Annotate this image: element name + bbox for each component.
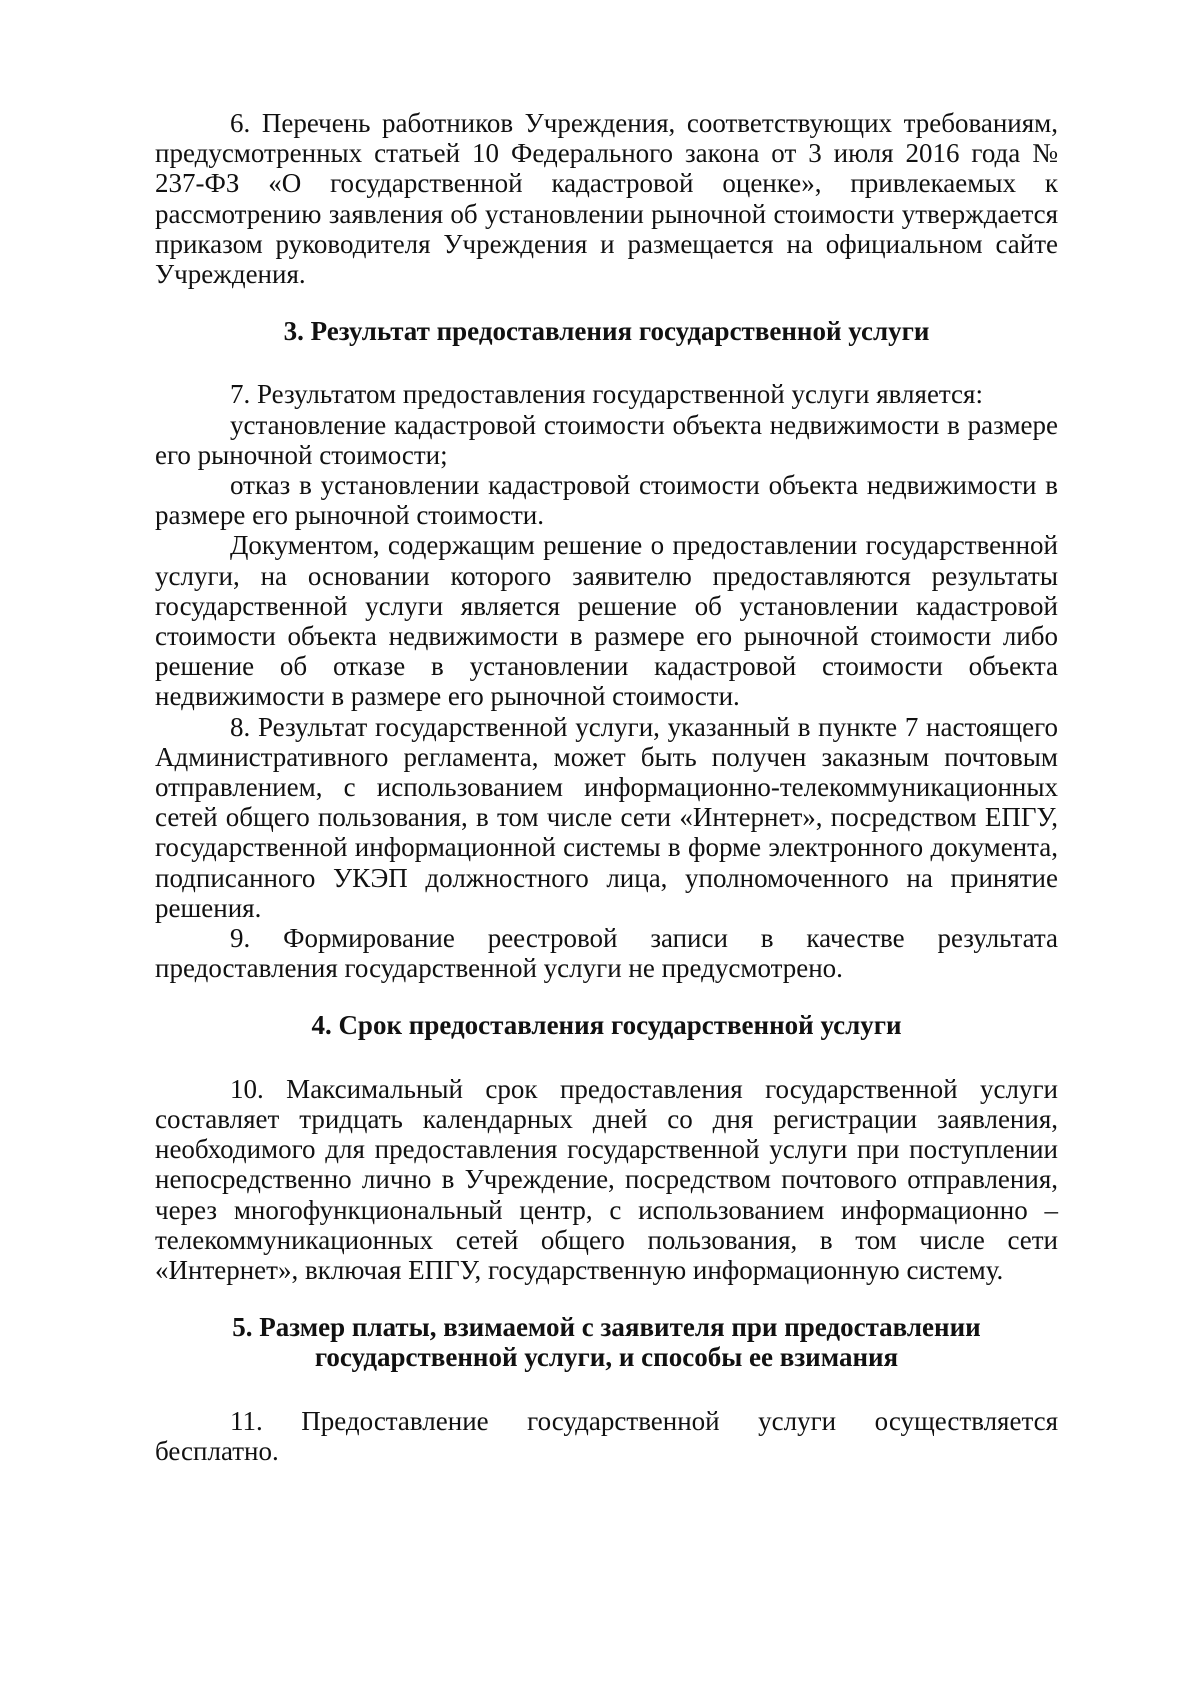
spacer	[155, 1041, 1058, 1074]
paragraph-10: 10. Максимальный срок предоставления государственной услуги составляет тридцать календарных дней со дня регистрации заявления, необходимого для предоставления государственной услуги при поступлении непосредственно лично в Учреждение, посредством почтового отправления, через многофункциональный центр, с использованием информационно – телекоммуникационных сетей общего пользования, в том числе сети «Интернет», включая ЕПГУ, государственную информационную систему.	[155, 1073, 1058, 1285]
section-5-heading-line-2: государственной услуги, и способы ее взимания	[314, 1342, 899, 1373]
paragraph-11: 11. Предоставление государственной услуги осуществляется бесплатно.	[155, 1405, 1058, 1466]
paragraph-9: 9. Формирование реестровой записи в качестве результата предоставления государственной услуги не предусмотрено.	[155, 923, 1058, 984]
section-5-heading-line-1: 5. Размер платы, взимаемой с заявителя при предоставлении	[232, 1312, 981, 1343]
spacer	[155, 346, 1058, 379]
spacer	[155, 289, 1058, 316]
section-4-heading: 4. Срок предоставления государственной услуги	[311, 1010, 902, 1041]
paragraph-7-document: Документом, содержащим решение о предоставлении государственной услуги, на основании которого заявителю предоставляются результаты государственной услуги является решение об установлении кадастровой стоимости объекта недвижимости в размере его рыночной стоимости либо решение об отказе в установлении кадастровой стоимости объекта недвижимости в размере его рыночной стоимости.	[155, 530, 1058, 712]
paragraph-8: 8. Результат государственной услуги, указанный в пункте 7 настоящего Административного регламента, может быть получен заказным почтовым отправлением, с использованием информационно-телекоммуникационных сетей общего пользования, в том числе сети «Интернет», посредством ЕПГУ, государственной информационной системы в форме электронного документа, подписанного УКЭП должностного лица, уполномоченного на принятие решения.	[155, 711, 1058, 923]
document-page	[155, 108, 1058, 1466]
spacer	[155, 1285, 1058, 1312]
paragraph-7-item-1: установление кадастровой стоимости объекта недвижимости в размере его рыночной стоимости;	[155, 409, 1058, 470]
spacer	[155, 1373, 1058, 1406]
paragraph-7-item-2: отказ в установлении кадастровой стоимости объекта недвижимости в размере его рыночной стоимости.	[155, 470, 1058, 531]
paragraph-7: 7. Результатом предоставления государственной услуги является:	[230, 379, 983, 410]
spacer	[155, 983, 1058, 1010]
paragraph-6: 6. Перечень работников Учреждения, соответствующих требованиям, предусмотренных статьей 10 Федерального закона от 3 июля 2016 года № 237-ФЗ «О государственной кадастровой оценке», привлекаемых к рассмотрению заявления об установлении рыночной стоимости утверждается приказом руководителя Учреждения и размещается на официальном сайте Учреждения.	[155, 108, 1058, 290]
section-3-heading: 3. Результат предоставления государственной услуги	[283, 316, 930, 347]
